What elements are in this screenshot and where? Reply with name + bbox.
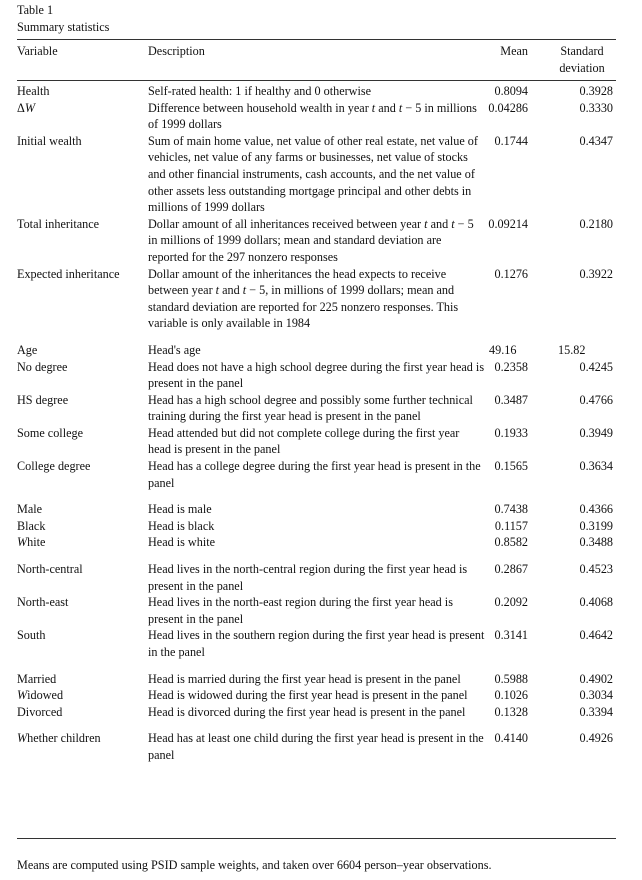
row-description: Head is married during the first year head is present in the panel — [148, 671, 461, 686]
row-standard-deviation: 0.3394 — [579, 704, 613, 719]
row-variable: Male — [17, 502, 43, 517]
row-variable: South — [17, 628, 46, 643]
row-standard-deviation: 0.4766 — [579, 392, 613, 407]
table-row — [17, 266, 616, 332]
row-standard-deviation: 0.3034 — [579, 688, 613, 703]
row-description: Head is widowed during the first year head is present in the panel — [148, 688, 468, 703]
row-mean: 0.1026 — [494, 688, 528, 703]
table-row — [17, 687, 616, 704]
row-variable: North-east — [17, 595, 69, 610]
table-footnote: Means are computed using PSID sample weights, and taken over 6604 person–year observations. — [17, 858, 492, 873]
row-standard-deviation: 0.2180 — [579, 216, 613, 231]
header-sd-line2: deviation — [559, 60, 605, 75]
row-mean: 0.7438 — [494, 502, 528, 517]
table-row — [17, 561, 616, 594]
table-page — [17, 2, 616, 873]
row-mean: 0.8094 — [494, 84, 528, 98]
header-description: Description — [148, 44, 205, 58]
row-description: Head lives in the southern region during the first year head is present in the panel — [148, 628, 485, 659]
row-variable: ΔW — [17, 100, 35, 115]
row-standard-deviation: 0.4642 — [579, 628, 613, 643]
row-description: Head is male — [148, 502, 212, 517]
table-row — [17, 133, 616, 216]
header-mean: Mean — [500, 44, 528, 58]
row-description: Head lives in the north-central region during the first year head is present in the panel — [148, 562, 468, 593]
row-standard-deviation: 0.3634 — [579, 459, 613, 474]
row-variable: Whether children — [17, 731, 101, 746]
row-variable: Age — [17, 342, 38, 357]
row-description: Dollar amount of the inheritances the head expects to receive between year t and t − 5, in millions of 1999 dollars; mean and standard deviation are reported for 225 nonzero responses. This variable is only available in 1984 — [148, 266, 459, 331]
table-row — [17, 671, 616, 688]
table-row — [17, 730, 616, 763]
table-row — [17, 100, 616, 133]
row-mean: 0.2867 — [494, 562, 528, 577]
row-mean: 0.1157 — [494, 518, 528, 533]
row-mean: 0.2358 — [494, 359, 528, 374]
row-mean: 0.4140 — [494, 731, 528, 746]
row-variable: No degree — [17, 359, 68, 374]
row-mean: 0.1276 — [494, 266, 528, 281]
row-mean: 0.3141 — [494, 628, 528, 643]
row-standard-deviation: 0.3199 — [579, 518, 613, 533]
row-description: Dollar amount of all inheritances received between year t and t − 5 in millions of 1999 dollars; mean and standard deviation are reported for the 297 nonzero responses — [148, 216, 474, 264]
row-standard-deviation: 0.3488 — [579, 535, 613, 550]
row-standard-deviation: 0.4347 — [579, 133, 613, 148]
row-mean: 0.3487 — [494, 392, 528, 407]
table-row — [17, 83, 616, 100]
row-variable: Health — [17, 84, 50, 98]
table-row — [17, 392, 616, 425]
row-variable: Widowed — [17, 688, 64, 703]
row-description: Head has at least one child during the first year head is present in the panel — [148, 731, 484, 762]
bottom-rule — [17, 838, 616, 839]
row-variable: Total inheritance — [17, 216, 100, 231]
row-variable: Married — [17, 671, 57, 686]
row-description: Self-rated health: 1 if healthy and 0 otherwise — [148, 84, 372, 98]
row-description: Head lives in the north-east region during the first year head is present in the panel — [148, 595, 453, 626]
row-description: Head is white — [148, 535, 216, 550]
row-mean: 0.5988 — [494, 671, 528, 686]
row-standard-deviation: 0.4523 — [579, 562, 613, 577]
row-description: Head is black — [148, 518, 215, 533]
header-sd-line1: Standard — [560, 44, 604, 58]
row-mean: 49.16 — [489, 342, 517, 357]
row-mean: 0.04286 — [488, 100, 528, 115]
row-mean: 0.2092 — [494, 595, 528, 610]
row-variable: Expected inheritance — [17, 266, 120, 281]
header-variable: Variable — [17, 44, 58, 58]
table-row — [17, 704, 616, 721]
table-row — [17, 458, 616, 491]
row-variable: Some college — [17, 425, 83, 440]
row-standard-deviation: 0.3330 — [579, 100, 613, 115]
row-description: Head's age — [148, 342, 201, 357]
row-description: Head attended but did not complete college during the first year head is present in the panel — [148, 425, 460, 457]
row-description: Head is divorced during the first year head is present in the panel — [148, 704, 466, 719]
row-mean: 0.8582 — [494, 535, 528, 550]
row-variable: White — [17, 535, 46, 550]
table-row — [17, 342, 616, 359]
table-title: Summary statistics — [17, 19, 110, 34]
row-standard-deviation: 15.82 — [558, 342, 586, 357]
row-mean: 0.1328 — [494, 704, 528, 719]
row-variable: Initial wealth — [17, 133, 82, 148]
table-label: Table 1 — [17, 3, 54, 17]
table-row — [17, 594, 616, 627]
table-row — [17, 425, 616, 458]
row-description: Sum of main home value, net value of other real estate, net value of vehicles, net value of any farms or businesses, net value of stocks and other financial instruments, cash accounts, and the net value of other assets less outstanding mortgage principal and other debts in millions of 1999 dollars — [148, 133, 478, 215]
row-standard-deviation: 0.3928 — [579, 84, 613, 98]
row-standard-deviation: 0.3922 — [579, 266, 613, 281]
row-variable: College degree — [17, 459, 91, 474]
top-rule — [17, 39, 616, 40]
table-row — [17, 627, 616, 660]
table-row — [17, 216, 616, 266]
row-standard-deviation: 0.4068 — [579, 595, 613, 610]
row-standard-deviation: 0.3949 — [579, 425, 613, 440]
row-description: Difference between household wealth in year t and t − 5 in millions of 1999 dollars — [148, 100, 477, 132]
row-description: Head has a high school degree and possibly some further technical training during the first year head is present in the panel — [148, 392, 473, 424]
row-standard-deviation: 0.4926 — [579, 731, 613, 746]
row-mean: 0.1933 — [494, 425, 528, 440]
header-rule — [17, 80, 616, 81]
row-standard-deviation: 0.4366 — [579, 502, 613, 517]
row-mean: 0.1565 — [494, 459, 528, 474]
table-row — [17, 534, 616, 551]
row-variable: HS degree — [17, 392, 69, 407]
row-standard-deviation: 0.4902 — [579, 671, 613, 686]
table-row — [17, 359, 616, 392]
row-standard-deviation: 0.4245 — [579, 359, 613, 374]
row-mean: 0.09214 — [488, 216, 528, 231]
row-variable: North-central — [17, 562, 83, 577]
row-mean: 0.1744 — [494, 133, 528, 148]
table-row — [17, 518, 616, 535]
header-standard-deviation — [543, 43, 621, 76]
row-variable: Black — [17, 518, 46, 533]
row-description: Head does not have a high school degree during the first year head is present in the panel — [148, 359, 485, 391]
row-variable: Divorced — [17, 704, 63, 719]
row-description: Head has a college degree during the first year head is present in the panel — [148, 459, 481, 490]
table-body — [17, 83, 616, 764]
table-row — [17, 501, 616, 518]
